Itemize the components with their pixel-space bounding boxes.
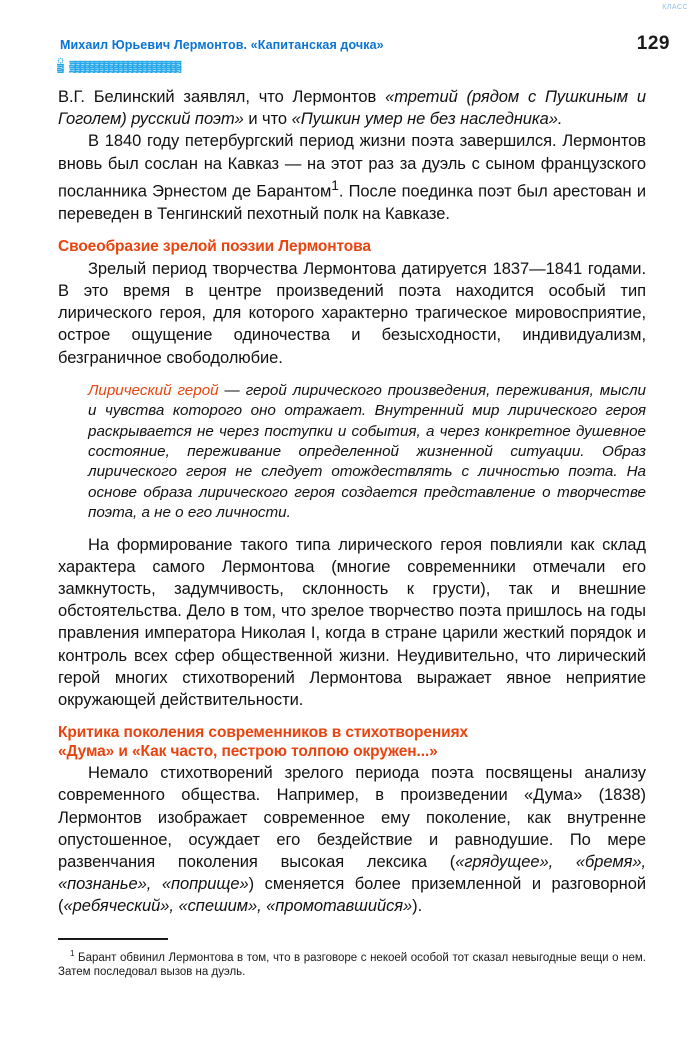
para2-tail: . После поединка поэт был арестован и переведен в Тенгинский пехотный полк на Кавказе. — [58, 182, 646, 223]
page-number: 129 — [636, 33, 670, 54]
footnote-marker-inline[interactable]: 1 — [331, 177, 339, 193]
paragraph-1840 — [58, 130, 646, 224]
heading-criticism-line2: «Дума» и «Как часто, пестрою толпою окружен...» — [58, 743, 438, 761]
footnote-area — [58, 938, 646, 980]
footnote-body: Барант обвинил Лермонтова в том, что в разговоре с некоей особой тот сказал невыгодные вещи о нем. Затем последовал вызов на дуэль. — [58, 951, 646, 979]
running-head-title: Михаил Юрьевич Лермонтов. «Капитанская дочка» — [60, 38, 384, 52]
ornament-divider: ྯྯ ྯྯ ྯྯ ྯྯ ྯྯ ྯྯ ྯྯ ྯྯ ྯྯ ྯྯ ྯྯ ྯྯ ྯྯ ྯྯ ྯྯ ྯྯ ྯྯ ྯྯ ྯྯ ྯྯ ྯྯ ྯྯ ྯྯ ྯྯ — [57, 57, 176, 70]
paragraph-belinsky — [58, 86, 646, 130]
para5-text-c: ). — [412, 897, 423, 916]
para2-text: В 1840 году петербургский период жизни поэта завершился. Лермонтов вновь был сослан на Кавказ — на этот раз за дуэль с сыном французского посланника Эрнестом де Барантом — [58, 132, 646, 201]
paragraph-mature-period: Зрелый период творчества Лермонтова датируется 1837—1841 годами. В это время в центре произведений поэта находится особый тип лирического героя, для которого характерно трагическое мировосприятие, острое ощущение одиночества и безысходности, индивидуализм, безграничное свободолюбие. — [58, 259, 646, 367]
page-content — [58, 86, 646, 918]
definition-body: — герой лирического произведения, переживания, мысли и чувства которого оно отражает. Внутренний мир лирического героя раскрывается не через поступки и события, а через конкретное душевное состояние, переживание определенной жизненной ситуации. Образ лирического героя не следует отождествлять с личностью поэта. На основе образа лирического героя создается представление о творчестве поэта, а не о его личности. — [88, 381, 647, 522]
definition-lyric-hero — [58, 381, 646, 524]
footnote-text — [58, 947, 646, 980]
heading-criticism-line1: Критика поколения современников в стихотворениях — [58, 724, 469, 742]
corner-watermark: КЛАСС — [662, 4, 688, 11]
para1-quote-2: «Пушкин умер не без наследника». — [291, 110, 563, 129]
paragraph-character-formation: На формирование такого типа лирического героя повлияли как склад характера самого Лермонтова (многие современники отмечали его замкнутость, задумчивость, склонность к грусти), так и внешние обстоятельства. Дело в том, что зрелое творчество поэта пришлось на годы правления императора Николая I, когда в стране царили жесткий порядок и контроль всех сфер общественной жизни. Неудивительно, что лирический герой многих стихотворений Лермонтова выражает явное неприятие окружающей действительности. — [58, 535, 646, 709]
section-heading-criticism — [58, 723, 646, 761]
para1-text-a: В.Г. Белинский заявлял, что Лермонтов — [58, 88, 386, 106]
paragraph-duma — [58, 762, 646, 917]
para5-text-b: ) сменяется более приземленной и разговорной ( — [58, 875, 646, 916]
running-head — [60, 33, 670, 55]
para1-quote-1: «третий (рядом с Пушкиным и Гоголем) русский поэт» — [58, 88, 646, 129]
para5-italic-2: «ребяческий», «спешим», «промотавшийся» — [63, 897, 413, 916]
definition-term: Лирический герой — [88, 381, 219, 399]
footnote-rule — [58, 938, 168, 940]
para5-italic-1: «грядущее», «бремя», «познанье», «поприще» — [58, 853, 647, 894]
para1-text-b: и что — [243, 110, 292, 129]
para5-text-a: Немало стихотворений зрелого периода поэта посвящены анализу современного общества. Например, в произведении «Дума» (1838) Лермонтов изображает современное ему поколение, как внутренне опустошенное, осуждает его бездействие и равнодушие. По мере развенчания поколения высокая лексика ( — [58, 764, 646, 872]
section-heading-mature-poetry: Своеобразие зрелой поэзии Лермонтова — [58, 237, 371, 255]
footnote-number: 1 — [70, 949, 75, 958]
